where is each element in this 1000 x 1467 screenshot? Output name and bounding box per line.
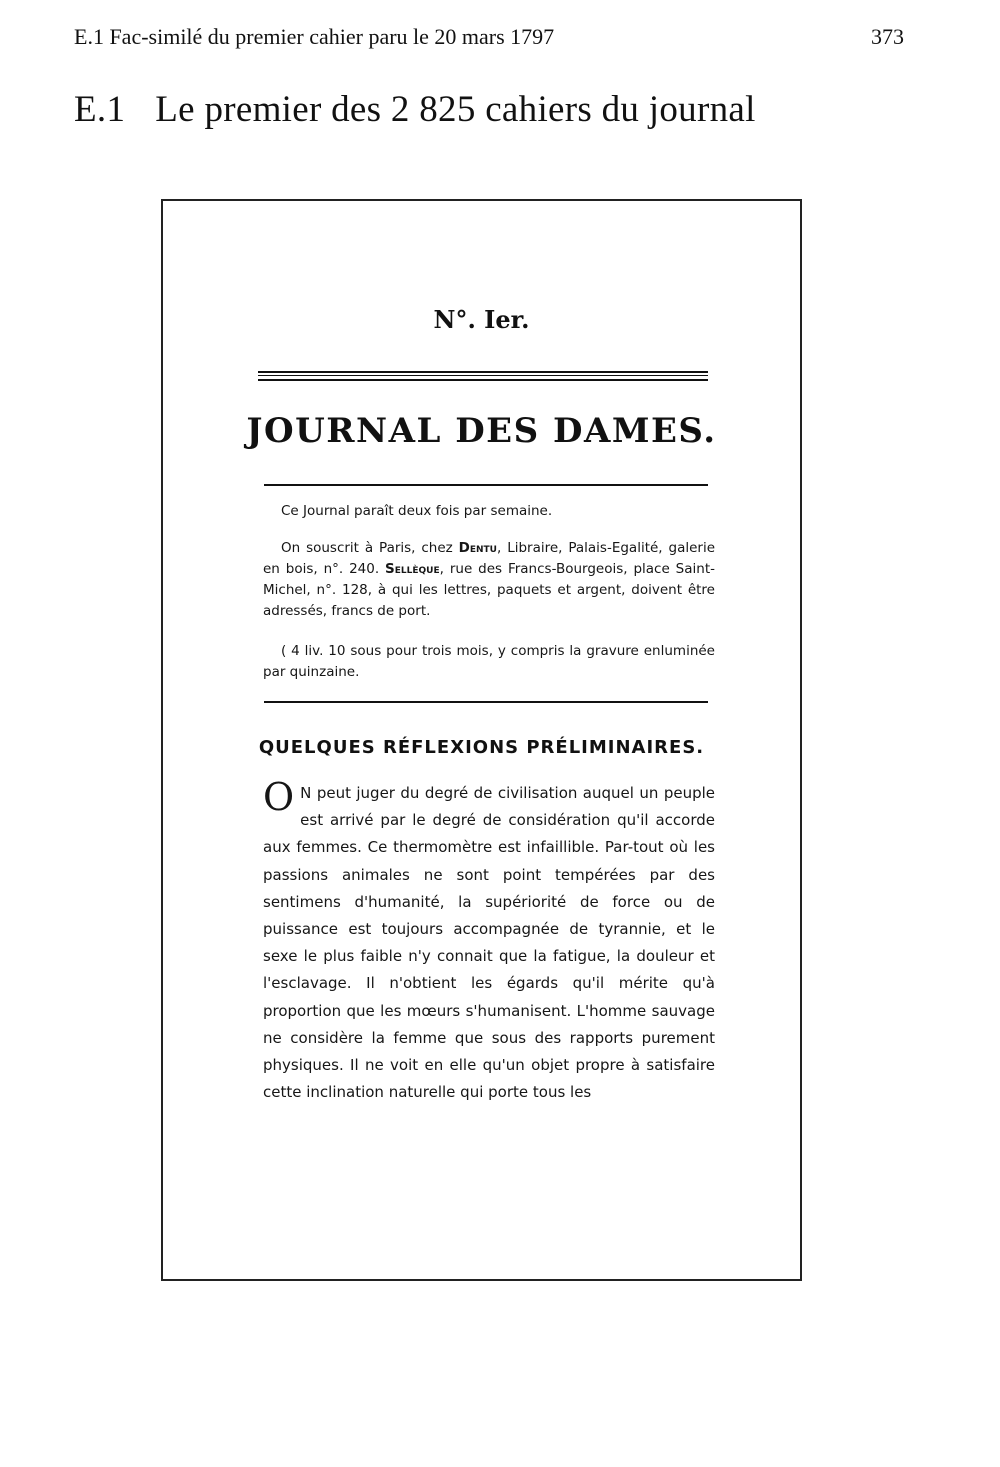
essay-paragraph: N peut juger du degré de civilisation auquel un peuple est arrivé par le degré de considération qu'il accorde aux femmes. Ce thermomètre est infaillible. Par-tout où les passions animales ne sont point tempérées par des sentimens d'humanité, la supériorité de force ou de puissance est toujours accompagnée de tyrannie, et le sexe le plus faible n'y connait que la fatigue, la douleur et l'esclavage. Il n'obtient les égards qu'il mérite qu'à proportion que les mœurs s'humanisent. L'homme sauvage ne considère la femme que sous des rapports purement physiques. Il ne voit en elle qu'un objet propre à satisfaire cette inclination naturelle qui porte tous les (263, 784, 715, 1102)
section-heading (74, 88, 756, 131)
essay-title: QUELQUES RÉFLEXIONS PRÉLIMINAIRES. (258, 737, 705, 758)
page-number: 373 (871, 24, 904, 49)
subscription-address: , Libraire, Palais-Egalité, galerie en bois, n°. 240. (263, 540, 716, 577)
journal-title: JOURNAL DES DAMES. (246, 411, 717, 451)
section-title: Le premier des 2 825 cahiers du journal (155, 89, 756, 130)
publication-frequency (281, 501, 711, 522)
price-text (263, 641, 715, 683)
frequency-text: Ce Journal paraît deux fois par semaine. (281, 503, 553, 519)
essay-body (263, 775, 715, 1106)
publisher-name-selleque: Sellèque (385, 561, 440, 577)
price-line: ( 4 liv. 10 sous pour trois mois, y compris la gravure enluminée par quinzaine. (263, 643, 715, 680)
price-info (263, 641, 715, 683)
subscription-text (263, 538, 715, 622)
subscription-info (263, 538, 715, 622)
rule-divider-bottom (264, 701, 708, 703)
subscription-prefix: On souscrit à Paris, chez (281, 540, 459, 556)
drop-cap-letter: O (263, 775, 295, 819)
running-head-title: E.1 Fac-similé du premier cahier paru le 20 mars 1797 (74, 24, 555, 49)
section-number: E.1 (74, 89, 126, 130)
publisher-name-dentu: Dentu (458, 540, 497, 556)
issue-number: N°. Ier. (433, 305, 530, 334)
facsimile-page (161, 199, 802, 1281)
running-head (74, 24, 904, 54)
subscription-suffix: , rue des Francs-Bourgeois, place Saint-Michel, n°. 128, à qui les lettres, paquets et argent, doivent être adressés, francs de port. (263, 561, 715, 619)
rule-divider-top (264, 484, 708, 486)
triple-rule-divider (258, 371, 708, 381)
